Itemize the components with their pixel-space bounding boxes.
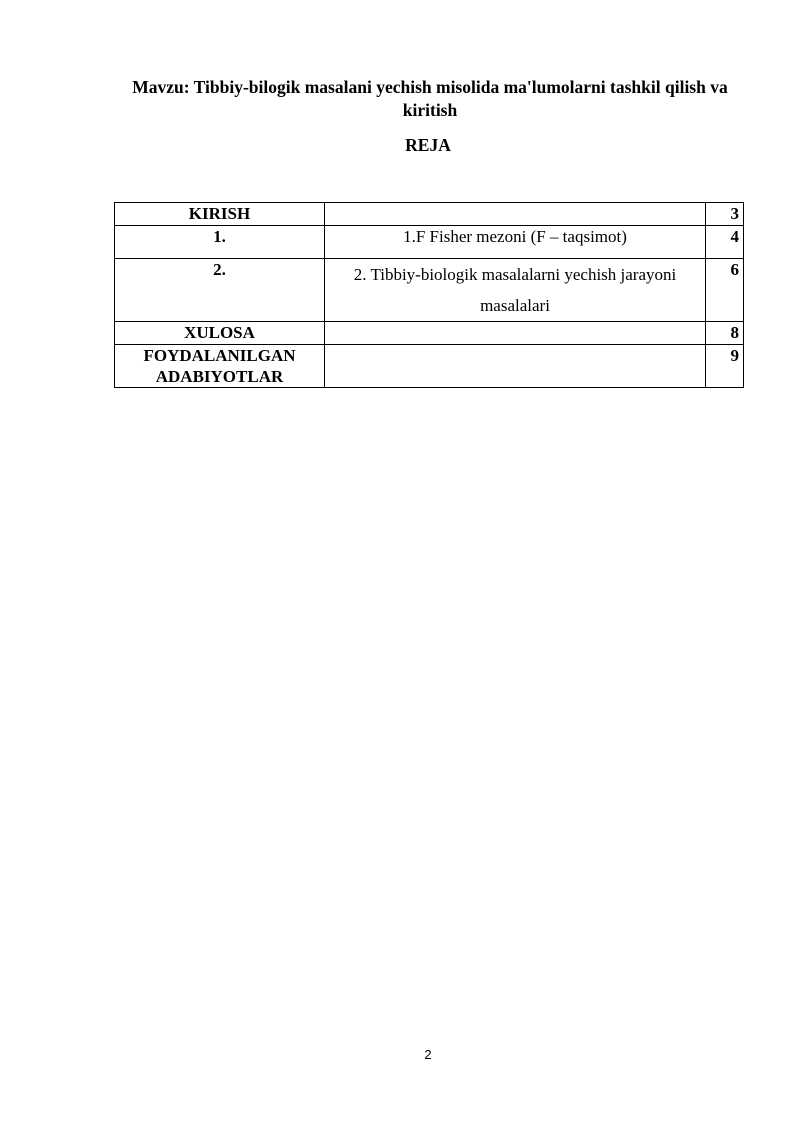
table-of-contents <box>114 202 744 388</box>
toc-description <box>325 322 706 345</box>
toc-section: XULOSA <box>115 322 325 345</box>
toc-page: 9 <box>706 345 744 388</box>
plan-heading: REJA <box>405 135 451 155</box>
toc-page: 3 <box>706 203 744 226</box>
table-row <box>115 345 744 388</box>
table-row <box>115 322 744 345</box>
table-row <box>115 259 744 322</box>
toc-section: 1. <box>115 226 325 259</box>
toc-section: FOYDALANILGAN ADABIYOTLAR <box>115 345 325 388</box>
document-title: Mavzu: Tibbiy-bilogik masalani yechish misolida ma'lumolarni tashkil qilish va kiritish <box>132 77 728 120</box>
table-row <box>115 203 744 226</box>
toc-section: KIRISH <box>115 203 325 226</box>
table-row <box>115 226 744 259</box>
toc-page: 6 <box>706 259 744 322</box>
toc-section: 2. <box>115 259 325 322</box>
toc-description <box>325 203 706 226</box>
toc-page: 8 <box>706 322 744 345</box>
toc-description: 1.F Fisher mezoni (F – taqsimot) <box>325 226 706 259</box>
page-number: 2 <box>424 1047 432 1062</box>
toc-description <box>325 345 706 388</box>
toc-description: 2. Tibbiy-biologik masalalarni yechish jarayoni masalalari <box>325 259 706 322</box>
toc-page: 4 <box>706 226 744 259</box>
